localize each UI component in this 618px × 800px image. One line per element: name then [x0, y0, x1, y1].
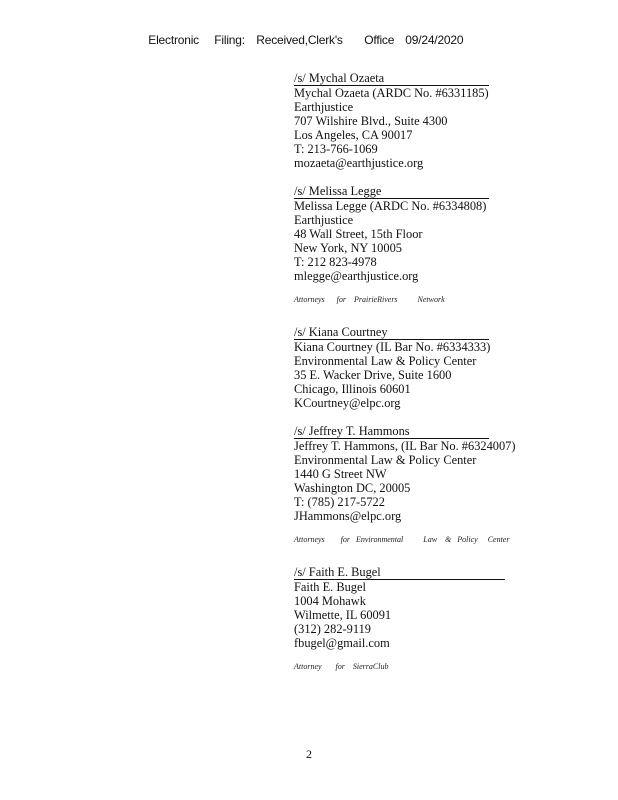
address-street: 48 Wall Street, 15th Floor [294, 227, 423, 241]
attorney-name: Mychal Ozaeta (ARDC No. #6331185) [294, 86, 489, 100]
address-city: Chicago, Illinois 60601 [294, 382, 411, 396]
header-received: Received,Clerk's [256, 33, 343, 47]
address-street: 35 E. Wacker Drive, Suite 1600 [294, 368, 452, 382]
signature-block-bugel [294, 565, 594, 650]
organization: Environmental Law & Policy Center [294, 354, 477, 368]
organization: Environmental Law & Policy Center [294, 453, 477, 467]
signature-block-hammons [294, 424, 594, 523]
signature-line: /s/ Faith E. Bugel [294, 566, 505, 580]
attorney-name: Faith E. Bugel [294, 580, 366, 594]
attorney-name: Melissa Legge (ARDC No. #6334808) [294, 199, 487, 213]
header-office: Office [364, 33, 395, 47]
address-city: Wilmette, IL 60091 [294, 608, 392, 622]
organization: Earthjustice [294, 100, 354, 114]
address-city: Washington DC, 20005 [294, 481, 411, 495]
attorney-for-sierra-club: Attorney for SierraClub [294, 662, 389, 671]
address-street: 707 Wilshire Blvd., Suite 4300 [294, 114, 448, 128]
phone: T: (785) 217-5722 [294, 495, 385, 509]
organization: Earthjustice [294, 213, 354, 227]
signature-line: /s/ Jeffrey T. Hammons [294, 425, 489, 439]
phone: (312) 282-9119 [294, 622, 371, 636]
address-street: 1004 Mohawk [294, 594, 366, 608]
phone: T: 212 823-4978 [294, 255, 377, 269]
signature-line: /s/ Melissa Legge [294, 185, 489, 199]
signature-block-ozaeta [294, 71, 594, 170]
address-street: 1440 G Street NW [294, 467, 387, 481]
signature-block-legge [294, 184, 594, 283]
attorneys-for-prairie-rivers: Attorneys for PrairieRivers Network [294, 295, 445, 304]
header-date: 09/24/2020 [405, 33, 464, 47]
page-number: 2 [306, 747, 312, 761]
phone: T: 213-766-1069 [294, 142, 378, 156]
email: mozaeta@earthjustice.org [294, 156, 424, 170]
signature-line: /s/ Mychal Ozaeta [294, 72, 489, 86]
address-city: Los Angeles, CA 90017 [294, 128, 413, 142]
signature-block-courtney [294, 325, 594, 410]
address-city: New York, NY 10005 [294, 241, 402, 255]
signature-section [294, 71, 594, 692]
header-filing: Filing: [214, 33, 245, 47]
attorney-name: Kiana Courtney (IL Bar No. #6334333) [294, 340, 491, 354]
attorney-name: Jeffrey T. Hammons, (IL Bar No. #6324007) [294, 439, 516, 453]
email: JHammons@elpc.org [294, 509, 402, 523]
signature-line: /s/ Kiana Courtney [294, 326, 489, 340]
header-electronic: Electronic [148, 33, 199, 47]
email: mlegge@earthjustice.org [294, 269, 419, 283]
email: KCourtney@elpc.org [294, 396, 401, 410]
filing-header [142, 19, 463, 47]
email: fbugel@gmail.com [294, 636, 390, 650]
attorneys-for-elpc: Attorneys for Environmental Law & Policy Center [294, 535, 510, 544]
